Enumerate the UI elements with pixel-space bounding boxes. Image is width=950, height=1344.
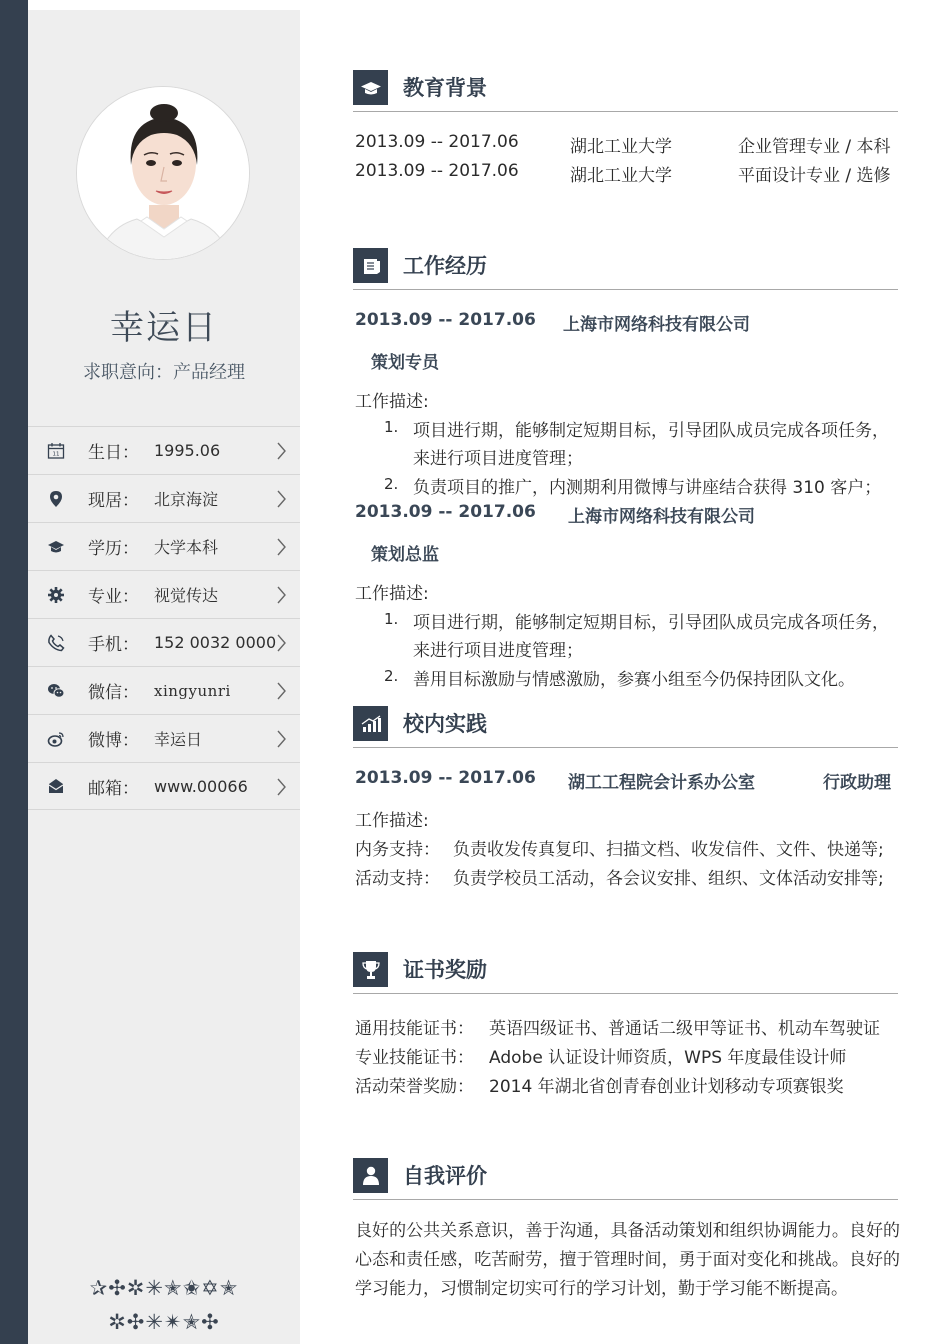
section-title: 工作经历 — [403, 254, 487, 278]
info-value: 北京海淀 — [154, 490, 219, 509]
info-row-wechat[interactable] — [28, 666, 300, 714]
info-row-education[interactable] — [28, 522, 300, 570]
list-number: 2. — [384, 475, 399, 493]
info-value: www.00066 — [154, 776, 248, 796]
campus-org: 湖工工程院会计系办公室 — [568, 773, 755, 793]
info-row-major[interactable] — [28, 570, 300, 618]
svg-text:11: 11 — [52, 451, 60, 457]
info-row-email[interactable] — [28, 762, 300, 810]
briefcase-icon — [353, 248, 388, 283]
weibo-icon — [46, 729, 66, 749]
mail-icon — [46, 776, 66, 796]
chevron-right-icon — [274, 489, 288, 509]
section-work-header — [353, 248, 898, 290]
edu-major: 企业管理专业 / 本科 — [738, 137, 891, 157]
campus-row-text: 负责学校员工活动，各会议安排、组织、文体活动安排等; — [453, 869, 884, 889]
location-pin-icon — [46, 489, 66, 509]
section-title: 校内实践 — [403, 712, 487, 736]
job-desc-item-cont: 来进行项目进度管理； — [413, 449, 583, 469]
award-text: 2014 年湖北省创青春创业计划移动专项赛银奖 — [489, 1077, 844, 1097]
contact-info-list — [28, 426, 300, 810]
info-value: 幸运日 — [154, 730, 203, 749]
award-text: Adobe 认证设计师资质，WPS 年度最佳设计师 — [489, 1048, 847, 1068]
campus-desc-label: 工作描述: — [355, 811, 429, 831]
calendar-icon — [46, 441, 66, 461]
avatar — [76, 86, 250, 260]
chevron-right-icon — [274, 729, 288, 749]
job-desc-item: 项目进行期，能够制定短期目标，引导团队成员完成各项任务， — [413, 613, 889, 633]
job-desc-label: 工作描述: — [355, 392, 429, 412]
list-number: 1. — [384, 418, 399, 436]
job-desc-label: 工作描述: — [355, 584, 429, 604]
person-icon — [353, 1158, 388, 1193]
section-education-header — [353, 70, 898, 112]
sidebar — [28, 10, 300, 1344]
edu-period: 2013.09 -- 2017.06 — [355, 132, 519, 152]
info-label: 学历： — [88, 539, 139, 559]
job-desc-item: 项目进行期，能够制定短期目标，引导团队成员完成各项任务， — [413, 421, 889, 441]
job-desc-item: 负责项目的推广，内测期利用微博与讲座结合获得 310 客户； — [413, 478, 882, 498]
info-row-residence[interactable] — [28, 474, 300, 522]
info-row-birthday[interactable] — [28, 426, 300, 474]
section-title: 教育背景 — [403, 76, 487, 100]
job-intent: 求职意向：产品经理 — [83, 362, 245, 383]
chevron-right-icon — [274, 585, 288, 605]
job-company: 上海市网络科技有限公司 — [568, 507, 755, 527]
trophy-icon — [353, 952, 388, 987]
info-label: 现居： — [88, 491, 139, 511]
gear-icon — [46, 585, 66, 605]
candidate-name: 幸运日 — [110, 308, 218, 348]
chevron-right-icon — [274, 537, 288, 557]
info-label: 微博： — [88, 731, 139, 751]
info-value: 1995.06 — [154, 441, 221, 460]
list-number: 1. — [384, 610, 399, 628]
info-row-phone[interactable] — [28, 618, 300, 666]
info-value: 视觉传达 — [154, 586, 219, 605]
section-title: 自我评价 — [403, 1164, 487, 1188]
award-text: 英语四级证书、普通话二级甲等证书、机动车驾驶证 — [489, 1019, 880, 1039]
edu-major: 平面设计专业 / 选修 — [738, 166, 891, 186]
phone-icon — [46, 633, 66, 653]
section-title: 证书奖励 — [403, 958, 487, 982]
star-decoration-top: ✰✣✲✳✭✬✡✭ — [89, 1276, 239, 1300]
info-value: 大学本科 — [154, 538, 219, 557]
chevron-right-icon — [274, 633, 288, 653]
self-evaluation-text: 良好的公共关系意识，善于沟通，具备活动策划和组织协调能力。良好的心态和责任感，吃苦耐劳，擅于管理时间，勇于面对变化和挑战。良好的学习能力，习惯制定切实可行的学习计划，勤于学习能不断提高。 — [355, 1221, 900, 1299]
edu-school: 湖北工业大学 — [570, 166, 672, 186]
info-row-weibo[interactable] — [28, 714, 300, 762]
job-company: 上海市网络科技有限公司 — [563, 315, 750, 335]
job-role: 策划专员 — [371, 353, 439, 373]
info-value: 152 0032 0000 — [154, 633, 277, 652]
info-label: 邮箱： — [88, 778, 139, 799]
job-period: 2013.09 -- 2017.06 — [355, 310, 536, 330]
section-awards-header — [353, 952, 898, 994]
job-period: 2013.09 -- 2017.06 — [355, 502, 536, 522]
chevron-right-icon — [274, 681, 288, 701]
edu-school: 湖北工业大学 — [570, 137, 672, 157]
chevron-right-icon — [274, 777, 288, 797]
campus-row-label: 活动支持： — [355, 869, 440, 889]
portrait-illustration — [77, 87, 250, 260]
job-desc-item-cont: 来进行项目进度管理； — [413, 641, 583, 661]
graduation-cap-icon — [46, 537, 66, 557]
campus-period: 2013.09 -- 2017.06 — [355, 768, 536, 788]
graduation-cap-icon — [353, 70, 388, 105]
award-label: 活动荣誉奖励： — [355, 1077, 474, 1097]
bar-chart-icon — [353, 706, 388, 741]
edu-period: 2013.09 -- 2017.06 — [355, 161, 519, 181]
info-label: 生日： — [88, 443, 139, 463]
star-decoration-bottom: ✲✣✳✴✭✣ — [108, 1310, 220, 1334]
section-self-header — [353, 1158, 898, 1200]
campus-row-text: 负责收发传真复印、扫描文档、收发信件、文件、快递等; — [453, 840, 884, 860]
sidebar-dark-strip — [0, 0, 28, 1344]
info-label: 专业： — [88, 587, 139, 607]
wechat-icon — [46, 681, 66, 701]
campus-role: 行政助理 — [823, 773, 891, 793]
section-campus-header — [353, 706, 898, 748]
chevron-right-icon — [274, 441, 288, 461]
list-number: 2. — [384, 667, 399, 685]
info-value: xingyunri — [154, 681, 231, 700]
info-label: 微信： — [88, 683, 139, 703]
job-role: 策划总监 — [371, 545, 439, 565]
job-desc-item: 善用目标激励与情感激励，参赛小组至今仍保持团队文化。 — [413, 670, 855, 690]
campus-row-label: 内务支持： — [355, 840, 440, 860]
award-label: 专业技能证书： — [355, 1048, 474, 1068]
award-label: 通用技能证书： — [355, 1019, 474, 1039]
info-label: 手机： — [88, 635, 139, 655]
